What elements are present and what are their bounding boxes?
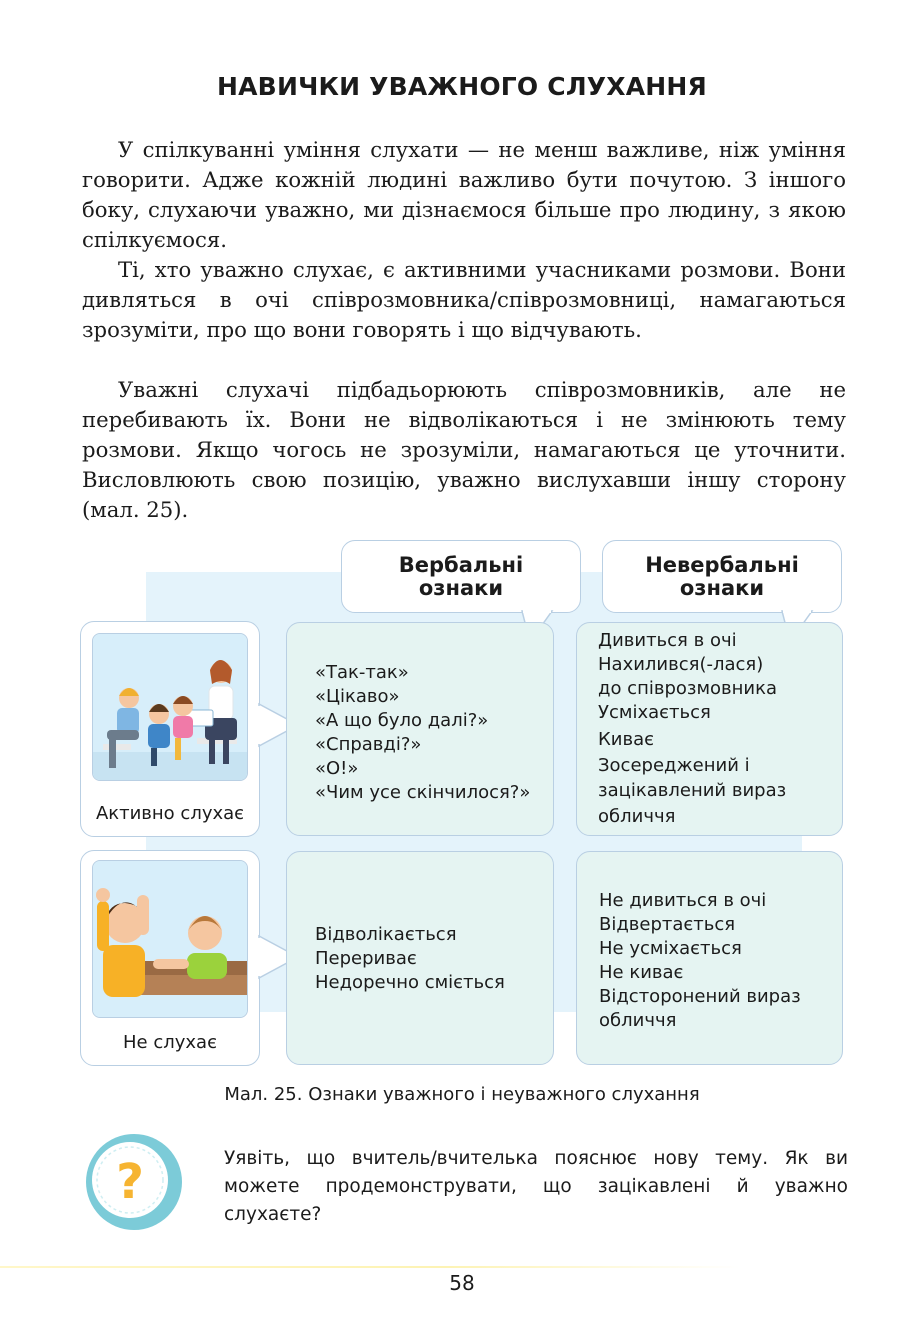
paragraph-1: У спілкуванні уміння слухати — не менш важливе, ніж уміння говорити. Адже кожній людині важливо бути почутою. З іншого боку, слухаючи уважно, ми дізнаємося більше про людину, з якою спілкуємося. — [82, 137, 846, 252]
header-verbal-line-1: Вербальні — [398, 552, 524, 577]
header-nonverbal — [602, 540, 842, 613]
list-item: «О!» — [315, 758, 359, 779]
list-item: «А що було далі?» — [315, 710, 489, 731]
list-item: Усміхається — [598, 702, 711, 723]
active-nonverbal-list — [598, 629, 777, 725]
list-item: «Чим усе скінчилося?» — [315, 782, 531, 803]
active-listener-illustration — [92, 633, 248, 781]
not-listening-card — [80, 850, 260, 1066]
paragraph-3: Уважні слухачі підбадьорюють співрозмовників, але не перебивають їх. Вони не відволікаються і не змінюють тему розмови. Якщо чогось не зрозуміли, намагаються це уточнити. Висловлюють свою позицію, уважно вислухавши іншу сторону (мал. 25). — [82, 377, 846, 522]
list-item: Відвертається — [599, 914, 736, 935]
header-verbal-line-2: ознаки — [418, 575, 504, 600]
active-listener-card — [80, 621, 260, 837]
list-item: Не киває — [599, 962, 684, 983]
page-title: НАВИЧКИ УВАЖНОГО СЛУХАННЯ — [217, 72, 707, 101]
list-item: Нахилився(-лася) — [598, 654, 764, 675]
list-item: «Справді?» — [315, 734, 422, 755]
active-verbal-list — [315, 661, 530, 805]
list-item: зацікавлений вираз — [598, 780, 787, 801]
list-item: Не дивиться в очі — [599, 890, 767, 911]
list-item: до співрозмовника — [598, 678, 778, 699]
not-listening-verbal-list — [315, 923, 505, 995]
footer-divider — [0, 1266, 740, 1268]
question-text: Уявіть, що вчитель/вчителька пояснює нову тему. Як ви можете продемонструвати, що зацікавлені й уважно слухаєте? — [224, 1148, 848, 1225]
svg-text:?: ? — [116, 1154, 144, 1210]
figure-caption: Мал. 25. Ознаки уважного і неуважного слухання — [224, 1084, 700, 1105]
header-nonverbal-line-2: ознаки — [679, 575, 765, 600]
not-listening-illustration — [92, 860, 248, 1018]
list-item: обличчя — [598, 805, 676, 827]
list-item: Перериває — [315, 948, 417, 969]
paragraph-2: Ті, хто уважно слухає, є активними учасниками розмови. Вони дивляться в очі співрозмовника/співрозмовниці, намагаються зрозуміти, про що вони говорять і що відчувають. — [82, 257, 846, 342]
active-nonverbal-box — [576, 622, 843, 836]
list-item: «Так-так» — [315, 662, 409, 683]
question-mark-icon — [84, 1132, 184, 1232]
not-listening-nonverbal-box — [576, 851, 843, 1065]
not-listening-nonverbal-list — [599, 889, 801, 1033]
list-item: Не усміхається — [599, 938, 742, 959]
list-item: Дивиться в очі — [598, 630, 737, 651]
not-listening-label: Не слухає — [123, 1032, 217, 1053]
header-verbal — [341, 540, 581, 613]
list-item: Відсторонений вираз — [599, 986, 801, 1007]
list-item: «Цікаво» — [315, 686, 400, 707]
not-listening-verbal-box — [286, 851, 554, 1065]
list-item: Киває — [598, 729, 654, 750]
list-item: Відволікається — [315, 924, 457, 945]
active-listener-label: Активно слухає — [95, 803, 245, 824]
page-number: 58 — [449, 1271, 475, 1295]
header-nonverbal-line-1: Невербальні — [645, 552, 799, 577]
list-item: Зосереджений і — [598, 754, 750, 776]
list-item: обличчя — [599, 1010, 677, 1031]
list-item: Недоречно сміється — [315, 972, 505, 993]
active-verbal-box — [286, 622, 554, 836]
active-nonverbal-list-2 — [598, 727, 786, 829]
